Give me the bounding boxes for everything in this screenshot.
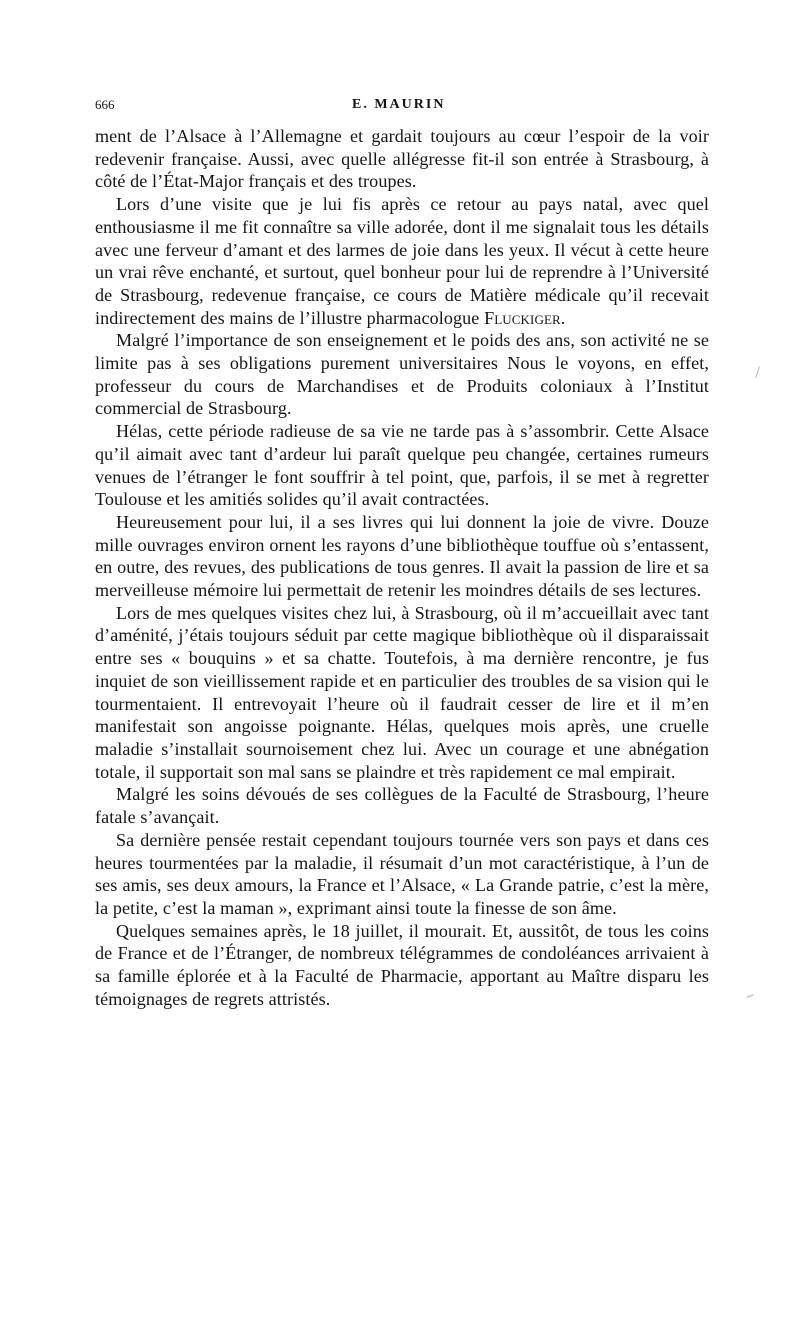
margin-mark-lower bbox=[747, 994, 755, 1000]
paragraph-5: Heureusement pour lui, il a ses livres qui lui donnent la joie de vivre. Douze mille ouvrages environ ornent les rayons d’une bibliothèque touffue où s’entassent, en outre, des revues, des publications de tous genres. Il avait la passion de lire et sa merveilleuse mémoire lui permettait de retenir les moindres détails de ses lectures. bbox=[95, 511, 709, 601]
paragraph-8: Sa dernière pensée restait cependant toujours tournée vers son pays et dans ces heures tourmentées par la maladie, il résumait d’un mot caractéristique, à l’un de ses amis, ses deux amours, la France et l’Alsace, « La Grande patrie, c’est la mère, la petite, c’est la maman », exprimant ainsi toute la finesse de son âme. bbox=[95, 829, 709, 918]
paragraph-9: Quelques semaines après, le 18 juillet, il mourait. Et, aussitôt, de tous les coins de France et de l’Étranger, de nombreux télégrammes de condoléances arrivaient à sa famille éplorée et à la Faculté de Pharmacie, apportant au Maître disparu les témoignages de regrets attristés. bbox=[95, 920, 709, 1009]
margin-mark bbox=[755, 367, 763, 380]
paragraph-7: Malgré les soins dévoués de ses collègues de la Faculté de Strasbourg, l’heure fatale s’avançait. bbox=[95, 784, 709, 828]
pharmacologist-name: Fluckiger bbox=[484, 307, 561, 328]
paragraph-1: ment de l’Alsace à l’Allemagne et gardait toujours au cœur l’espoir de la voir redevenir française. Aussi, avec quelle allégresse fit-il son entrée à Strasbourg, à côté de l’État-Major français et des troupes. bbox=[95, 126, 709, 192]
paragraph-4: Hélas, cette période radieuse de sa vie ne tarde pas à s’assombrir. Cette Alsace qu’il aimait avec tant d’ardeur lui paraît quelque peu changée, certaines rumeurs venues de l’étranger le font souffrir à tel point, que, parfois, il se met à regretter Toulouse et les amitiés solides qu’il avait contractées. bbox=[95, 421, 709, 510]
author-running-title: E. MAURIN bbox=[352, 97, 446, 112]
body-text bbox=[95, 125, 709, 1010]
paragraph-2-text: Lors d’une visite que je lui fis après ce retour au pays natal, avec quel enthousiasme il me fit connaître sa ville adorée, dont il me signalait tous les détails avec une ferveur d’amant et des larmes de joie dans les yeux. Il vécut à cette heure un vrai rêve enchanté, et surtout, quel bonheur pour lui de reprendre à l’Université de Strasbourg, redevenue française, ce cours de Matière médicale qu’il recevait indirectement des mains de l’illustre pharmacologue bbox=[95, 194, 709, 328]
running-head bbox=[95, 97, 707, 121]
page-number: 666 bbox=[95, 97, 115, 112]
paragraph-3: Malgré l’importance de son enseignement et le poids des ans, son activité ne se limite pas à ses obligations purement universitaires Nous le voyons, en effet, professeur du cours de Marchandises et de Produits coloniaux à l’Institut commercial de Strasbourg. bbox=[95, 330, 709, 419]
sentence-period: . bbox=[560, 307, 566, 328]
paragraph-6: Lors de mes quelques visites chez lui, à Strasbourg, où il m’accueillait avec tant d’aménité, j’étais toujours séduit par cette magique bibliothèque où il disparaissait entre ses « bouquins » et sa chatte. Toutefois, à ma dernière rencontre, je fus inquiet de son vieillissement rapide et en particulier des troubles de sa vision qui le tourmentaient. Il entrevoyait l’heure où il faudrait cesser de lire et il m’en manifestait son angoisse poignante. Hélas, quelques mois après, une cruelle maladie s’installait sournoisement chez lui. Avec un courage et une abnégation totale, il supportait son mal sans se plaindre et très rapidement ce mal empirait. bbox=[95, 602, 709, 782]
paragraph-2 bbox=[95, 193, 709, 329]
